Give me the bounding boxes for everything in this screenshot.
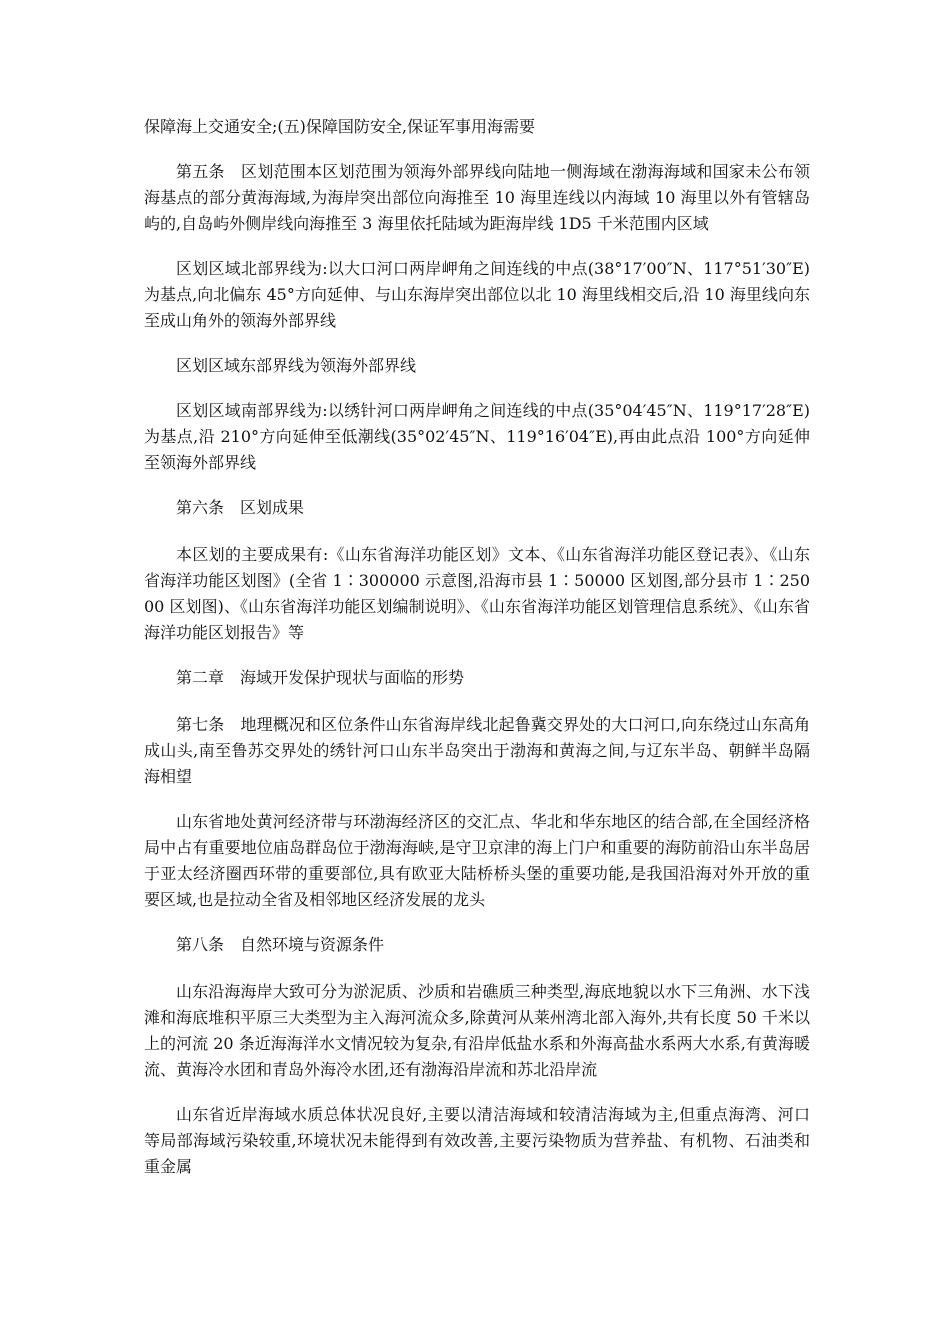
heading-article-8: 第八条 自然环境与资源条件 xyxy=(176,935,385,954)
paragraph-north-boundary: 区划区域北部界线为:以大口河口两岸岬角之间连线的中点(38°17′00″N、117°51′30″E)为基点,向北偏东 45°方向延伸、与山东海岸突出部位以北 10 海里线相交后,沿 10 海里线向东至成山角外的领海外部界线 xyxy=(144,259,810,330)
paragraph-location: 山东省地处黄河经济带与环渤海经济区的交汇点、华北和华东地区的结合部,在全国经济格局中占有重要地位庙岛群岛位于渤海海峡,是守卫京津的海上门户和重要的海防前沿山东半岛居于亚太经济圈西环带的重要部位,具有欧亚大陆桥桥头堡的重要功能,是我国沿海对外开放的重要区域,也是拉动全省及相邻地区经济发展的龙头 xyxy=(144,812,810,909)
paragraph-coast-types: 山东沿海海岸大致可分为淤泥质、沙质和岩礁质三种类型,海底地貌以水下三角洲、水下浅滩和海底堆积平原三大类型为主入海河流众多,除黄河从莱州湾北部入海外,共有长度 50 千米以上的河流 20 条近海海洋水文情况较为复杂,有沿岸低盐水系和外海高盐水系两大水系,有黄海暖流、黄海冷水团和青岛外海冷水团,还有渤海沿岸流和苏北沿岸流 xyxy=(144,982,810,1079)
document-body xyxy=(144,114,810,1199)
paragraph-water-quality: 山东省近岸海域水质总体状况良好,主要以清洁海域和较清洁海域为主,但重点海湾、河口等局部海域污染较重,环境状况未能得到有效改善,主要污染物质为营养盐、有机物、石油类和重金属 xyxy=(144,1105,810,1176)
paragraph-south-boundary: 区划区域南部界线为:以绣针河口两岸岬角之间连线的中点(35°04′45″N、119°17′28″E)为基点,沿 210°方向延伸至低潮线(35°02′45″N、119°16′04″E),再由此点沿 100°方向延伸至领海外部界线 xyxy=(144,401,810,472)
paragraph-results: 本区划的主要成果有:《山东省海洋功能区划》文本、《山东省海洋功能区登记表》、《山东省海洋功能区划图》(全省 1∶300000 示意图,沿海市县 1∶50000 区划图,部分县市 1∶25000 区划图)、《山东省海洋功能区划编制说明》、《山东省海洋功能区划管理信息系统》、《山东省海洋功能区划报告》等 xyxy=(144,545,810,642)
heading-article-6: 第六条 区划成果 xyxy=(176,498,305,517)
paragraph-article-5: 第五条 区划范围本区划范围为领海外部界线向陆地一侧海域在渤海海域和国家未公布领海基点的部分黄海海域,为海岸突出部位向海推至 10 海里连线以内海域 10 海里以外有管辖岛屿的,自岛屿外侧岸线向海推至 3 海里依托陆域为距海岸线 1D5 千米范围内区域 xyxy=(144,162,810,233)
paragraph-continuation: 保障海上交通安全;(五)保障国防安全,保证军事用海需要 xyxy=(144,117,535,136)
paragraph-article-7: 第七条 地理概况和区位条件山东省海岸线北起鲁冀交界处的大口河口,向东绕过山东高角成山头,南至鲁苏交界处的绣针河口山东半岛突出于渤海和黄海之间,与辽东半岛、朝鲜半岛隔海相望 xyxy=(144,715,810,786)
paragraph-east-boundary: 区划区域东部界线为领海外部界线 xyxy=(176,356,417,375)
heading-chapter-2: 第二章 海域开发保护现状与面临的形势 xyxy=(176,668,465,687)
